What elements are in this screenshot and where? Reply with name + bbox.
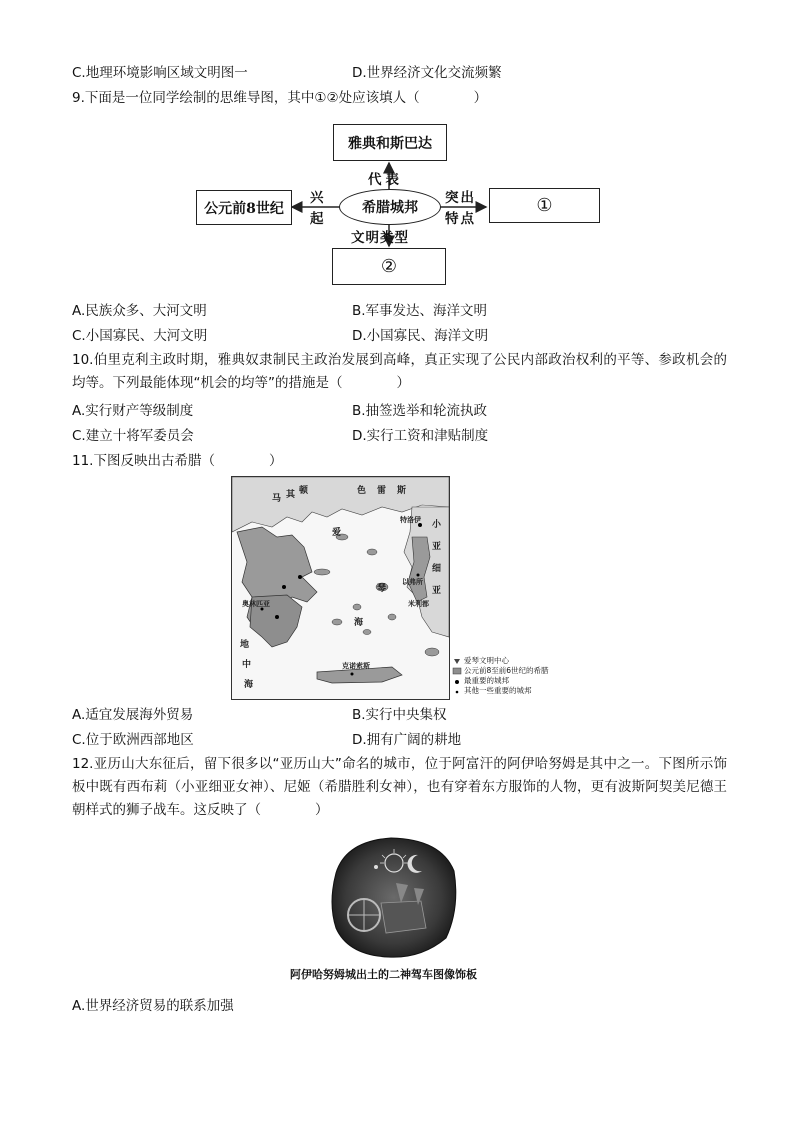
q11-option-d: D.拥有广阔的耕地: [352, 732, 462, 748]
q12-stem: 12.亚历山大东征后，留下很多以“亚历山大”命名的城市，位于阿富汗的阿伊哈努姆是其中之一。下图所示饰板中既有西布莉（小亚细亚女神）、尼姬（希腊胜利女神），也有穿着东方服饰的人物，更有波斯阿契美尼德王朝样式的狮子战车。这反映了（ ）: [72, 756, 727, 818]
legend-other-city: 其他一些重要的城邦: [464, 686, 532, 695]
label-feature-2: 特点: [445, 211, 476, 227]
q10-option-c: C.建立十将军委员会: [72, 428, 194, 444]
map-label-aegean-3: 海: [354, 618, 364, 628]
q11-option-b: B.实行中央集权: [352, 707, 447, 723]
box-right-blank-1: ①: [489, 188, 600, 223]
map-label-med-1: 地: [240, 640, 250, 650]
map-label-thrace-3: 斯: [397, 486, 407, 496]
map-label-asia-4: 亚: [432, 586, 442, 596]
legend-symbols: [452, 657, 462, 699]
box-center: 希腊城邦: [339, 189, 441, 225]
box-top: 雅典和斯巴达: [333, 124, 447, 161]
map-label-ephesus: 以弗所: [402, 578, 423, 586]
q11-option-a: A.适宜发展海外贸易: [72, 707, 194, 723]
greece-map-shapes: [232, 477, 449, 699]
box-left: 公元前8世纪: [196, 190, 292, 225]
map-label-2: 其: [286, 490, 296, 500]
map-label-med-2: 中: [242, 660, 252, 670]
map-label-macedonia: 马: [272, 494, 282, 504]
label-civ-type: 文明类型: [351, 230, 409, 246]
q9-option-d: D.小国寡民、海洋文明: [352, 328, 489, 344]
artifact-caption: 阿伊哈努姆城出土的二神驾车图像饰板: [290, 968, 477, 981]
q10-option-b: B.抽签选举和轮流执政: [352, 403, 488, 419]
artifact-plaque-image: [326, 833, 460, 961]
q10-stem: 10.伯里克利主政时期，雅典奴隶制民主政治发展到高峰，真正实现了公民内部政治权利的平等、参政机会的均等。下列最能体现“机会的均等”的措施是（ ）: [72, 352, 727, 391]
q10-option-a: A.实行财产等级制度: [72, 403, 194, 419]
q10-option-d: D.实行工资和津贴制度: [352, 428, 489, 444]
map-label-knossos: 克诺索斯: [342, 662, 370, 670]
map-label-asia-1: 小: [432, 520, 442, 530]
q11-stem: 11.下图反映出古希腊（ ）: [72, 453, 283, 469]
label-represent: 代表: [368, 172, 403, 188]
map-label-miletus: 米利都: [408, 600, 429, 608]
legend-aegean-center: 爱琴文明中心: [464, 656, 509, 665]
label-rise-1: 兴: [310, 190, 324, 206]
q9-stem: 9.下面是一位同学绘制的思维导图，其中①②处应该填人（ ）: [72, 90, 488, 106]
map-label-olympia: 奥林匹亚: [242, 600, 270, 608]
label-rise-2: 起: [310, 211, 324, 227]
legend-major-city: 最重要的城邦: [464, 676, 509, 685]
map-label-thrace-1: 色: [357, 486, 367, 496]
q11-option-c: C.位于欧洲西部地区: [72, 732, 194, 748]
q9-option-a: A.民族众多、大河文明: [72, 303, 207, 319]
map-label-asia-2: 亚: [432, 542, 442, 552]
option-d-prev: D.世界经济文化交流频繁: [352, 65, 502, 81]
map-label-aegean-1: 爱: [332, 528, 342, 538]
q9-option-c: C.小国寡民、大河文明: [72, 328, 208, 344]
label-feature-1: 突出: [445, 190, 476, 206]
q9-option-b: B.军事发达、海洋文明: [352, 303, 488, 319]
map-label-troy: 特洛伊: [400, 516, 421, 524]
map-label-3: 顿: [299, 486, 309, 496]
legend-greece-8-6c: 公元前8至前6世纪的希腊: [464, 666, 549, 675]
map-label-thrace-2: 雷: [377, 486, 387, 496]
greece-map: [231, 476, 450, 700]
q12-option-a: A.世界经济贸易的联系加强: [72, 998, 234, 1014]
box-bottom-blank-2: ②: [332, 248, 446, 285]
map-label-aegean-2: 琴: [377, 584, 387, 594]
option-c-prev: C.地理环境影响区域文明图一: [72, 65, 248, 81]
map-label-asia-3: 细: [432, 564, 442, 574]
map-label-med-3: 海: [244, 680, 254, 690]
